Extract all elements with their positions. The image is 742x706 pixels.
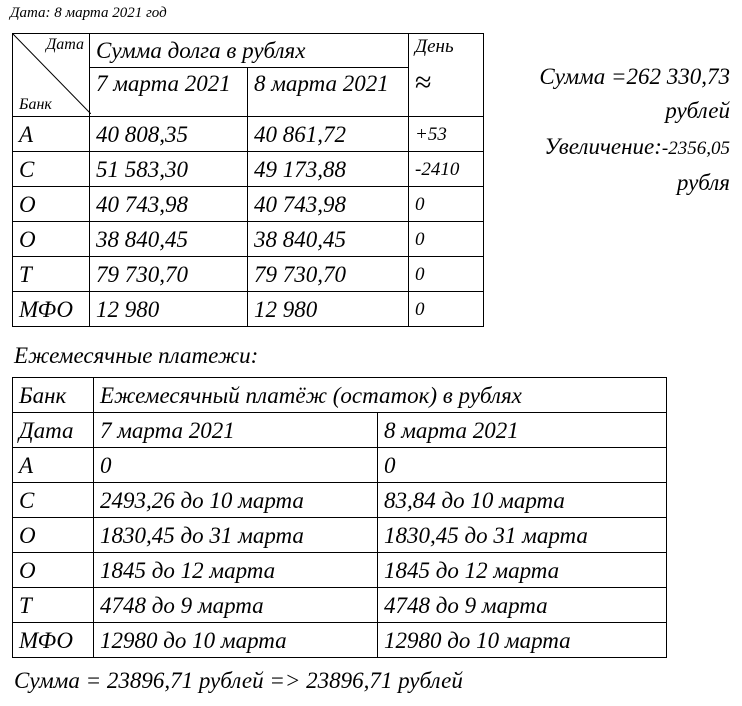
delta-cell: 0 (409, 222, 484, 257)
date1-header: 7 марта 2021 (90, 68, 248, 117)
increase-summary (544, 130, 730, 200)
bank-cell: МФО (13, 623, 94, 658)
debt-value-7: 38 840,45 (90, 222, 248, 257)
payments-title: Ежемесячные платежи: (14, 343, 259, 368)
corner-bank-label: Банк (19, 96, 52, 113)
table-row (13, 152, 484, 187)
date2-header: 8 марта 2021 (378, 413, 667, 448)
bank-cell: МФО (13, 292, 90, 327)
payment-7: 0 (94, 448, 378, 483)
payment-8: 1830,45 до 31 марта (378, 518, 667, 553)
payment-8: 1845 до 12 марта (378, 553, 667, 588)
payment-7: 1845 до 12 марта (94, 553, 378, 588)
table-row (13, 553, 667, 588)
date-line: Дата: 8 марта 2021 год (10, 5, 167, 21)
delta-cell: -2410 (409, 152, 484, 187)
table-row (13, 483, 667, 518)
debt-value-8: 79 730,70 (248, 257, 409, 292)
sum-unit: рублей (665, 98, 730, 123)
debt-table (12, 33, 484, 327)
date1-header: 7 марта 2021 (94, 413, 378, 448)
increase-label: Увеличение: (544, 134, 662, 159)
table-row (13, 518, 667, 553)
bank-cell: А (13, 448, 94, 483)
bank-cell: Т (13, 588, 94, 623)
approx-symbol: ≈ (415, 66, 432, 99)
debt-value-8: 12 980 (248, 292, 409, 327)
table-row (13, 623, 667, 658)
payment-7: 12980 до 10 марта (94, 623, 378, 658)
bank-cell: О (13, 187, 90, 222)
table-row (13, 257, 484, 292)
day-header-label: День (415, 36, 454, 57)
debt-value-7: 40 808,35 (90, 117, 248, 152)
sum-summary (539, 60, 730, 128)
table-row (13, 222, 484, 257)
bank-cell: О (13, 553, 94, 588)
debt-value-8: 40 861,72 (248, 117, 409, 152)
bank-cell: Т (13, 257, 90, 292)
bank-cell: О (13, 222, 90, 257)
sum-header: Сумма долга в рублях (90, 34, 409, 68)
table-row (13, 117, 484, 152)
debt-value-7: 79 730,70 (90, 257, 248, 292)
sum-label: Сумма =262 330,73 (539, 64, 730, 89)
bank-cell: С (13, 152, 90, 187)
payment-8: 0 (378, 448, 667, 483)
date-header: Дата (13, 413, 94, 448)
payment-7: 1830,45 до 31 марта (94, 518, 378, 553)
payment-8: 83,84 до 10 марта (378, 483, 667, 518)
increase-value: -2356,05 (661, 138, 730, 159)
delta-cell: 0 (409, 187, 484, 222)
payments-table (12, 377, 667, 658)
payments-total: Сумма = 23896,71 рублей => 23896,71 рублей (14, 668, 463, 693)
bank-cell: О (13, 518, 94, 553)
day-header (409, 34, 484, 117)
bank-header: Банк (13, 378, 94, 413)
debt-value-8: 38 840,45 (248, 222, 409, 257)
increase-unit: рубля (676, 170, 730, 195)
table-row (13, 588, 667, 623)
payment-header: Ежемесячный платёж (остаток) в рублях (94, 378, 667, 413)
payment-8: 12980 до 10 марта (378, 623, 667, 658)
payment-7: 2493,26 до 10 марта (94, 483, 378, 518)
table-row (13, 187, 484, 222)
debt-value-8: 49 173,88 (248, 152, 409, 187)
delta-cell: 0 (409, 257, 484, 292)
payment-8: 4748 до 9 марта (378, 588, 667, 623)
table-row (13, 448, 667, 483)
corner-cell (13, 34, 90, 117)
bank-cell: С (13, 483, 94, 518)
debt-value-7: 40 743,98 (90, 187, 248, 222)
table-row (13, 292, 484, 327)
debt-value-7: 12 980 (90, 292, 248, 327)
delta-cell: 0 (409, 292, 484, 327)
date2-header: 8 марта 2021 (248, 68, 409, 117)
delta-cell: +53 (409, 117, 484, 152)
corner-date-label: Дата (46, 36, 84, 53)
bank-cell: А (13, 117, 90, 152)
payment-7: 4748 до 9 марта (94, 588, 378, 623)
debt-value-7: 51 583,30 (90, 152, 248, 187)
debt-value-8: 40 743,98 (248, 187, 409, 222)
